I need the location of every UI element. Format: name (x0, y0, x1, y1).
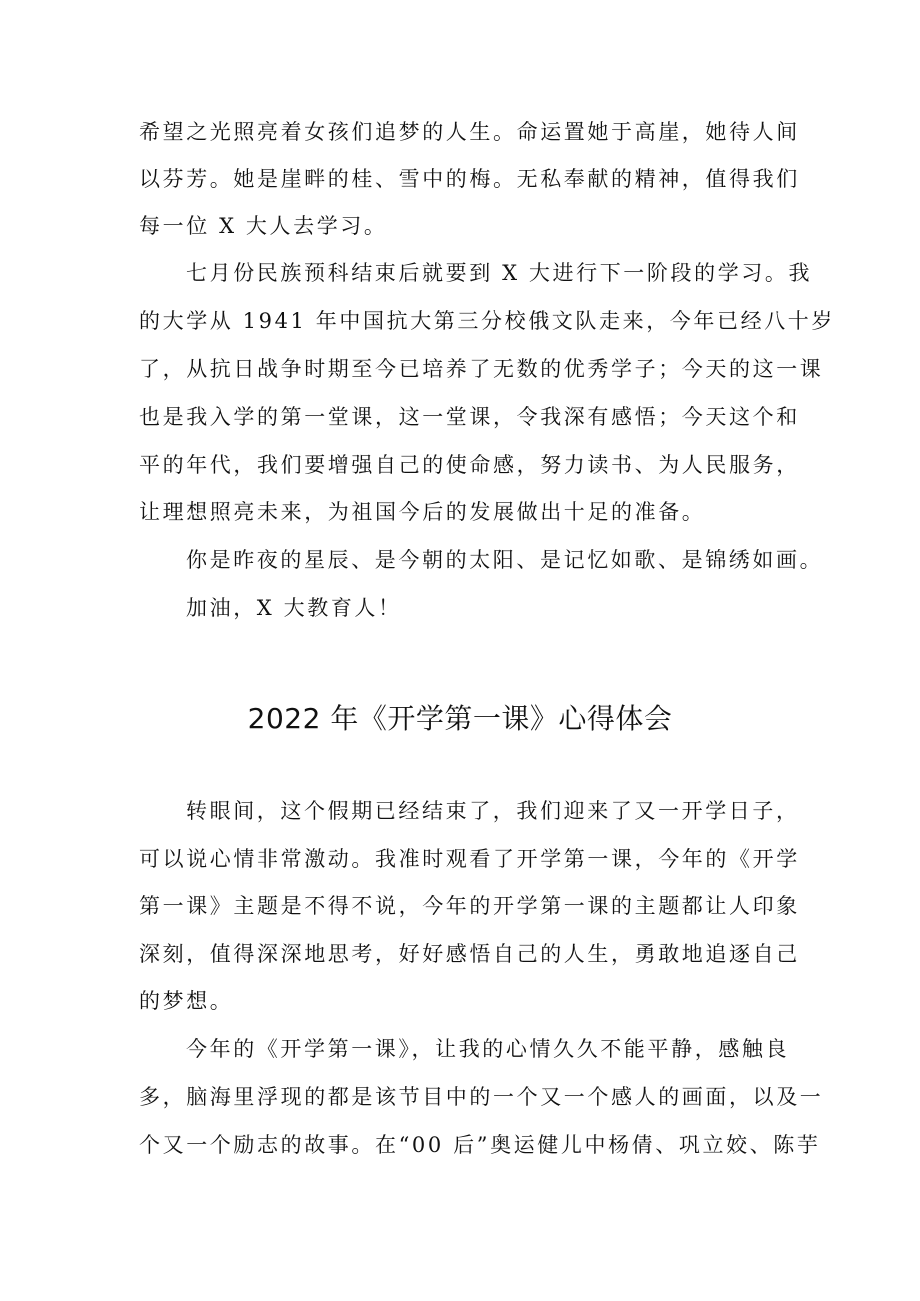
paragraph-line: 你是昨夜的星辰、是今朝的太阳、是记忆如歌、是锦绣如画。 (186, 548, 824, 572)
paragraph-line: 今年的《开学第一课》，让我的心情久久不能平静，感触良 (186, 1037, 790, 1061)
paragraph-line: 可以说心情非常激动。我准时观看了开学第一课，今年的《开学 (139, 847, 800, 871)
paragraph-line: 的大学从 1941 年中国抗大第三分校俄文队走来，今年已经八十岁 (139, 309, 835, 333)
paragraph-line: 转眼间，这个假期已经结束了，我们迎来了又一开学日子， (186, 799, 800, 823)
paragraph-line: 了，从抗日战争时期至今已培养了无数的优秀学子；今天的这一课 (139, 357, 824, 381)
paragraph-line: 以芬芳。她是崖畔的桂、雪中的梅。无私奉献的精神，值得我们 (139, 167, 800, 191)
paragraph-line: 个又一个励志的故事。在“00 后”奥运健儿中杨倩、巩立姣、陈芋 (139, 1133, 821, 1157)
paragraph-line: 也是我入学的第一堂课，这一堂课，令我深有感悟；今天这个和 (139, 405, 800, 429)
paragraph-line: 七月份民族预科结束后就要到 X 大进行下一阶段的学习。我 (186, 261, 813, 285)
paragraph-line: 加油，X 大教育人！ (186, 596, 402, 620)
paragraph-line: 第一课》主题是不得不说，今年的开学第一课的主题都让人印象 (139, 894, 800, 918)
paragraph-line: 每一位 X 大人去学习。 (139, 214, 388, 238)
document-title: 2022 年《开学第一课》心得体会 (247, 702, 673, 735)
paragraph-line: 的梦想。 (139, 989, 234, 1013)
paragraph-line: 让理想照亮未来，为祖国今后的发展做出十足的准备。 (139, 500, 706, 524)
paragraph-line: 平的年代，我们要增强自己的使命感，努力读书、为人民服务， (139, 453, 800, 477)
paragraph-line: 多，脑海里浮现的都是该节目中的一个又一个感人的画面，以及一 (139, 1085, 824, 1109)
paragraph-line: 深刻，值得深深地思考，好好感悟自己的人生，勇敢地追逐自己 (139, 942, 800, 966)
paragraph-line: 希望之光照亮着女孩们追梦的人生。命运置她于高崖，她待人间 (139, 120, 800, 144)
